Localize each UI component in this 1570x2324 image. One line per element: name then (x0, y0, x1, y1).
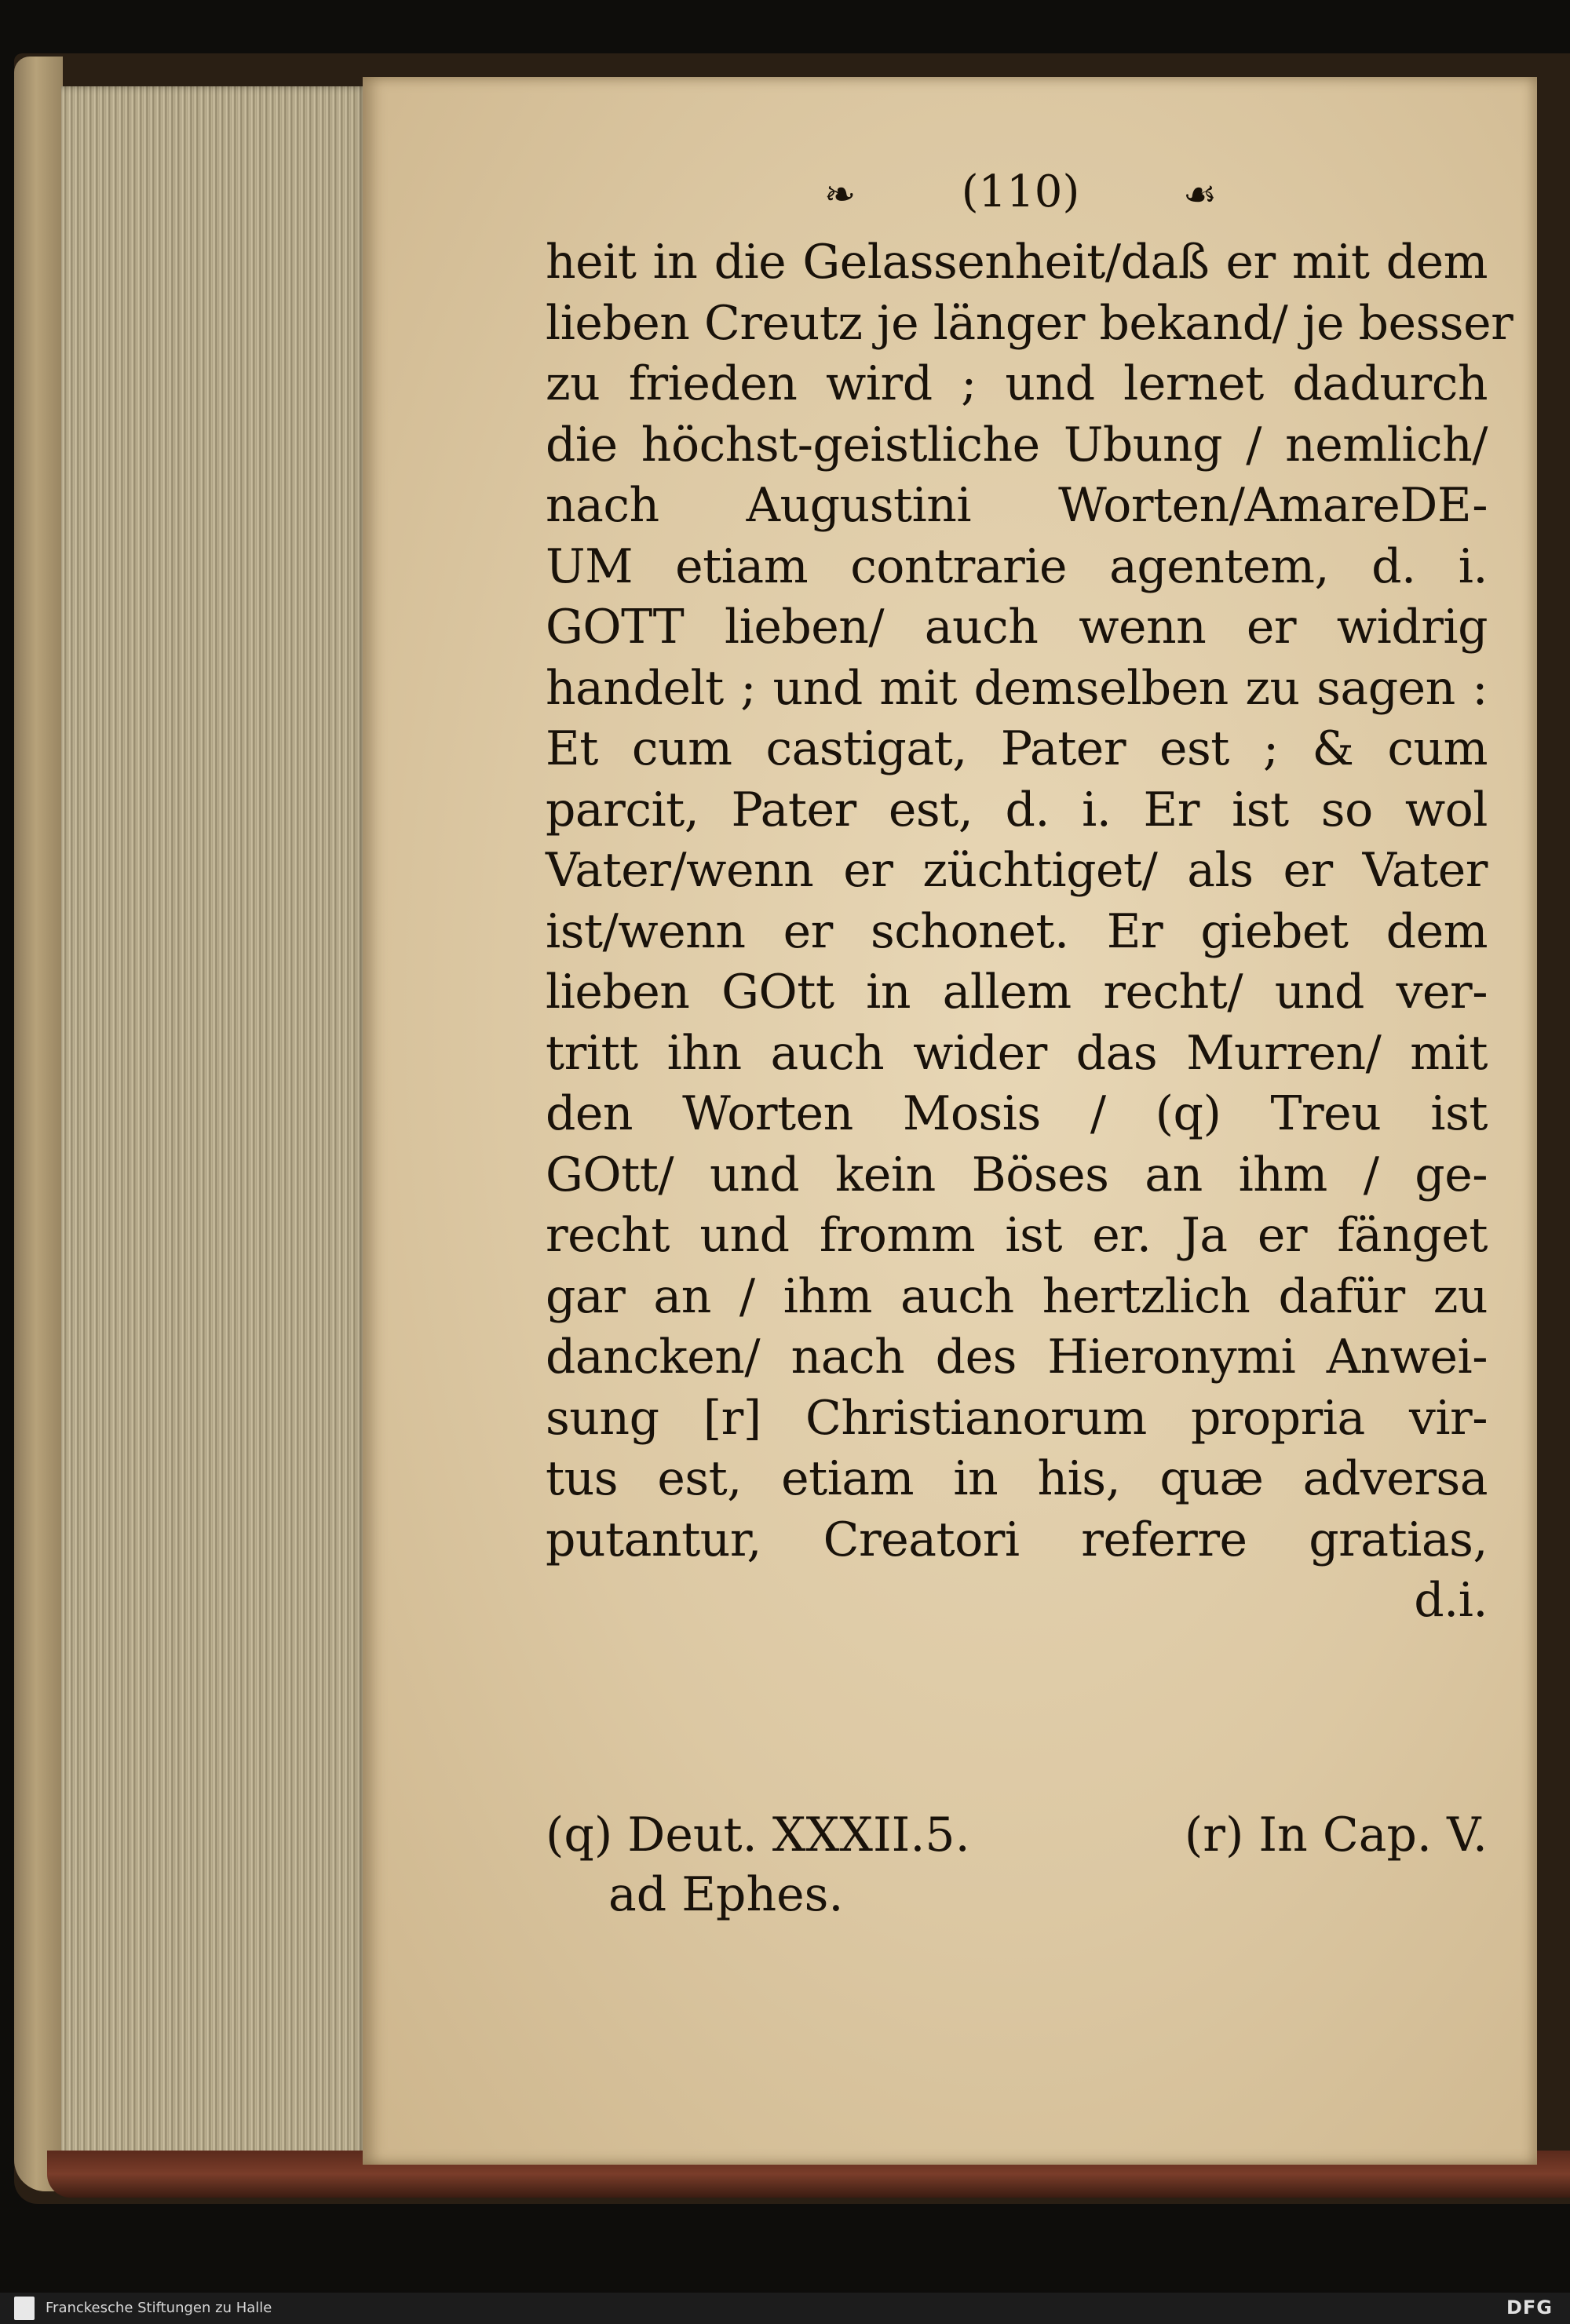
text-line: tritt ihn auch wider das Murren/ mit (546, 1025, 1488, 1081)
footnote-row (546, 1805, 1488, 1865)
text-line: heit in die Gelassenheit/daß er mit dem (546, 235, 1488, 290)
text-line: lieben Creutz je länger bekand/ je besser (546, 295, 1513, 351)
page-stack-edge (61, 86, 367, 2174)
page-number: (110) (961, 166, 1080, 217)
text-line: sung [r] Christianorum propria vir- (546, 1390, 1488, 1446)
text-line: nach Augustini Worten/AmareDE- (546, 478, 1488, 533)
institution-name: Franckesche Stiftungen zu Halle (46, 2300, 272, 2316)
dfg-mark: DFG (1506, 2297, 1553, 2319)
text-line: Vater/wenn er züchtiget/ als er Vater (546, 843, 1488, 898)
footnotes (546, 1805, 1488, 1925)
text-line: recht und fromm ist er. Ja er fänget (546, 1208, 1488, 1263)
book-spine-edge (14, 57, 63, 2191)
catchword: d.i. (1414, 1573, 1488, 1628)
page-header (824, 166, 1217, 221)
text-line: dancken/ nach des Hieronymi Anwei- (546, 1330, 1488, 1385)
text-line: tus est, etiam in his, quæ adversa (546, 1451, 1488, 1506)
text-line: putantur, Creatori referre gratias, (546, 1512, 1488, 1567)
text-line: GOTT lieben/ auch wenn er widrig (546, 600, 1488, 655)
ornament-right-icon: ☙ (1182, 173, 1217, 217)
institution-logo-icon (14, 2297, 35, 2320)
text-line: gar an / ihm auch hertzlich dafür zu (546, 1268, 1488, 1324)
text-line: parcit, Pater est, d. i. Er ist so wol (546, 782, 1488, 837)
text-line: zu frieden wird ; und lernet dadurch (546, 356, 1488, 411)
text-line: ist/wenn er schonet. Er giebet dem (546, 903, 1488, 959)
footnote-q: (q) Deut. XXXII.5. (546, 1808, 970, 1862)
footnote-r: (r) In Cap. V. (1184, 1808, 1488, 1862)
footnote-r-continued: ad Ephes. (608, 1867, 844, 1922)
body-text (546, 232, 1513, 1632)
text-line: GOtt/ und kein Böses an ihm / ge- (546, 1147, 1488, 1202)
text-line: UM etiam contrarie agentem, d. i. (546, 538, 1488, 594)
text-line: Et cum castigat, Pater est ; & cum (546, 721, 1488, 776)
text-line: den Worten Mosis / (q) Treu ist (546, 1086, 1488, 1141)
text-line: die höchst-geistliche Ubung / nemlich/ (546, 417, 1488, 472)
text-line: lieben GOtt in allem recht/ und ver- (546, 965, 1488, 1020)
text-line: handelt ; und mit demselben zu sagen : (546, 660, 1488, 716)
ornament-left-icon: ❧ (824, 173, 856, 217)
